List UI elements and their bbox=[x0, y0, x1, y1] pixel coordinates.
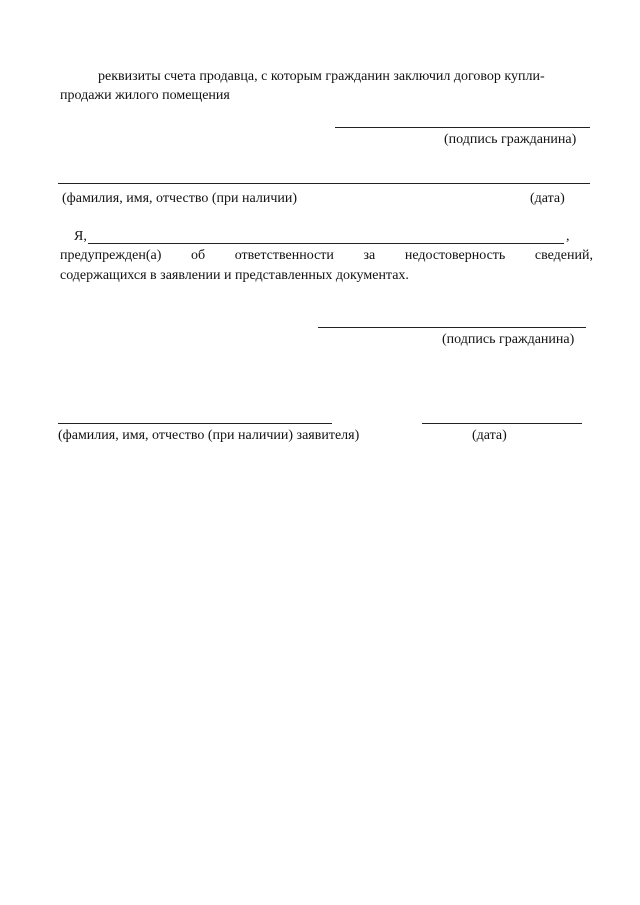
warning-word: об bbox=[190, 248, 206, 263]
name-date-line-1 bbox=[58, 183, 590, 184]
signature-line-2 bbox=[318, 327, 586, 328]
signature-caption-1: (подпись гражданина) bbox=[444, 132, 577, 147]
paragraph-line-1: реквизиты счета продавца, с которым гражданин заключил договор купли- bbox=[98, 69, 545, 84]
warning-word: ответственности bbox=[234, 248, 334, 263]
warning-comma: , bbox=[566, 229, 570, 244]
warning-word: предупрежден(а) bbox=[60, 248, 162, 263]
date-caption-2: (дата) bbox=[472, 428, 507, 443]
date-line-2 bbox=[422, 423, 582, 424]
warning-word: за bbox=[363, 248, 376, 263]
applicant-name-line bbox=[88, 243, 564, 244]
signature-caption-2: (подпись гражданина) bbox=[442, 332, 575, 347]
name-caption-1: (фамилия, имя, отчество (при наличии) bbox=[62, 191, 298, 206]
warning-word: сведений, bbox=[534, 248, 593, 263]
name-caption-2: (фамилия, имя, отчество (при наличии) заявителя) bbox=[58, 428, 360, 443]
warning-word: недостоверность bbox=[404, 248, 506, 263]
warning-line-3: содержащихся в заявлении и представленных документах. bbox=[60, 268, 409, 283]
applicant-name-line-2 bbox=[58, 423, 332, 424]
paragraph-line-2: продажи жилого помещения bbox=[60, 88, 230, 103]
warning-prefix: Я, bbox=[74, 229, 87, 244]
signature-line-1 bbox=[335, 127, 590, 128]
date-caption-1: (дата) bbox=[530, 191, 565, 206]
warning-line-2 bbox=[60, 248, 593, 264]
